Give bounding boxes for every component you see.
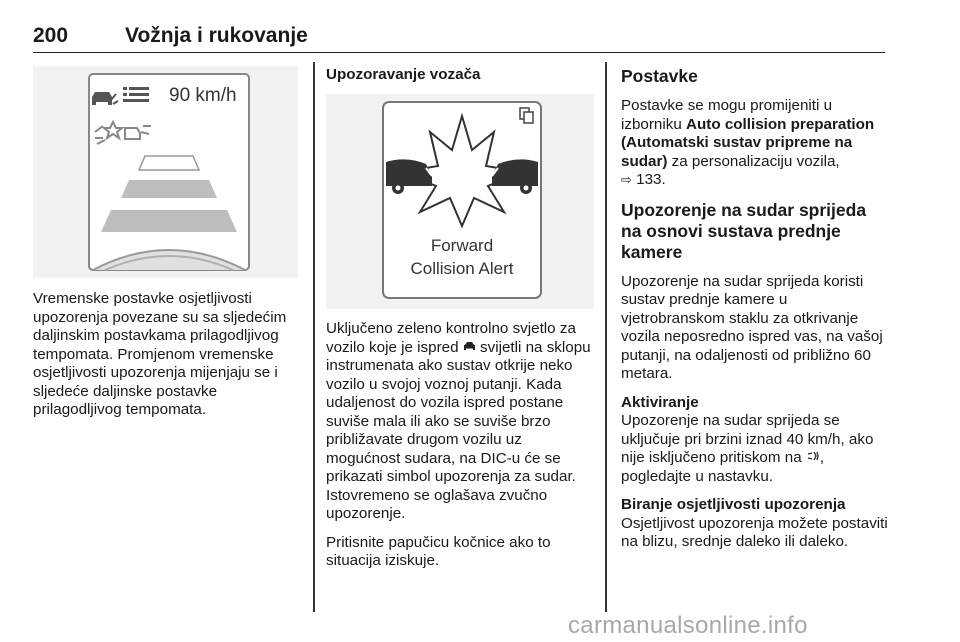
subheading-sensitivity: Biranje osjetljivosti upozorenja [621,496,846,513]
watermark: carmanualsonline.info [568,612,808,639]
chapter-title: Vožnja i rukovanje [125,24,308,47]
activation-text-b: , pogledajte u nastavku. [621,449,825,485]
activation-text-a: Upozorenje na sudar sprijeda se uključuje pri brzini iznad 40 km/h, ako nije isključeno pritiskom na [621,412,874,466]
column-2 [326,66,594,95]
column-divider-2 [605,62,607,612]
section-heading-settings: Postavke [621,66,698,86]
page-reference-arrow-icon: ⇨ [621,172,632,187]
paragraph-settings [621,97,891,190]
collision-warning-button-icon [806,450,820,462]
paragraph-sensitivity: Osjetljivost upozorenja možete postaviti na blizu, srednje daleko ili daleko. [621,514,888,550]
paragraph-camera: Upozorenje na sudar sprijeda koristi sustav prednje kamere u vjetrobranskom staklu za otkrivanje vozila neposredno ispred vas, na vašoj putanji, na odaljenosti od približno 60 metara. [621,272,883,382]
settings-text-a: Postavke se mogu promijeniti u izborniku [621,97,833,133]
column-3 [621,66,891,562]
section-heading-camera-warning: Upozorenje na sudar sprijeda na osnovi sustava prednje kamere [621,199,867,262]
settings-menu-name: Auto collision preparation (Automatski sustav pripreme na sudar) [621,115,875,170]
page-header [33,20,885,53]
forward-collision-alert-illustration [326,94,594,309]
alert-text-line1: Forward [430,236,494,255]
following-distance-icon [123,87,149,102]
figure-forward-collision-alert [326,94,594,309]
speed-readout: 90 km/h [169,85,237,106]
settings-page-ref: 133. [636,171,666,188]
paragraph-indicator [326,320,594,524]
alert-text-line2: Collision Alert [410,259,514,278]
paragraph-indicator-text-b: svijetli na sklopu instrumenata ako sustav otkrije neko vozilo u svojoj voznoj putanji. Kada udaljenost do vozila ispred postane suviše mala ili ako se suviše brzo približavate drugom vozilu uz mogućnost sudara, na DIC-u će se prikazati simbol upozorenja za sudar. Istovremeno se oglašava zvučno upozorenje. [326,338,591,522]
settings-text-b: za personalizaciju vozila, [671,152,840,170]
distance-display-illustration [33,66,298,278]
column-1 [33,290,298,430]
subheading-activation: Aktiviranje [621,393,699,411]
figure-distance-display [33,66,298,278]
paragraph-brake: Pritisnite papučicu kočnice ako to situacija iziskuje. [326,533,551,569]
paragraph-activation [621,412,891,486]
page-number: 200 [33,24,69,47]
paragraph-indicator-text-a: Uključeno zeleno kontrolno svjetlo za vozilo koje je ispred [326,320,576,356]
vehicle-ahead-indicator-icon [463,341,476,352]
figure-caption: Vremenske postavke osjetljivosti upozorenja povezane su sa sljedećim daljinskim postavkama prilagodljivog tempomata. Promjenom vremenske osjetljivosti upozorenja mijenjaju se i sljedeće daljinske postavke prilagodljivog tempomata. [33,290,287,418]
column-divider-1 [313,62,315,612]
section-heading-driver-warning: Upozoravanje vozača [326,66,481,83]
column-2-body [326,320,594,581]
